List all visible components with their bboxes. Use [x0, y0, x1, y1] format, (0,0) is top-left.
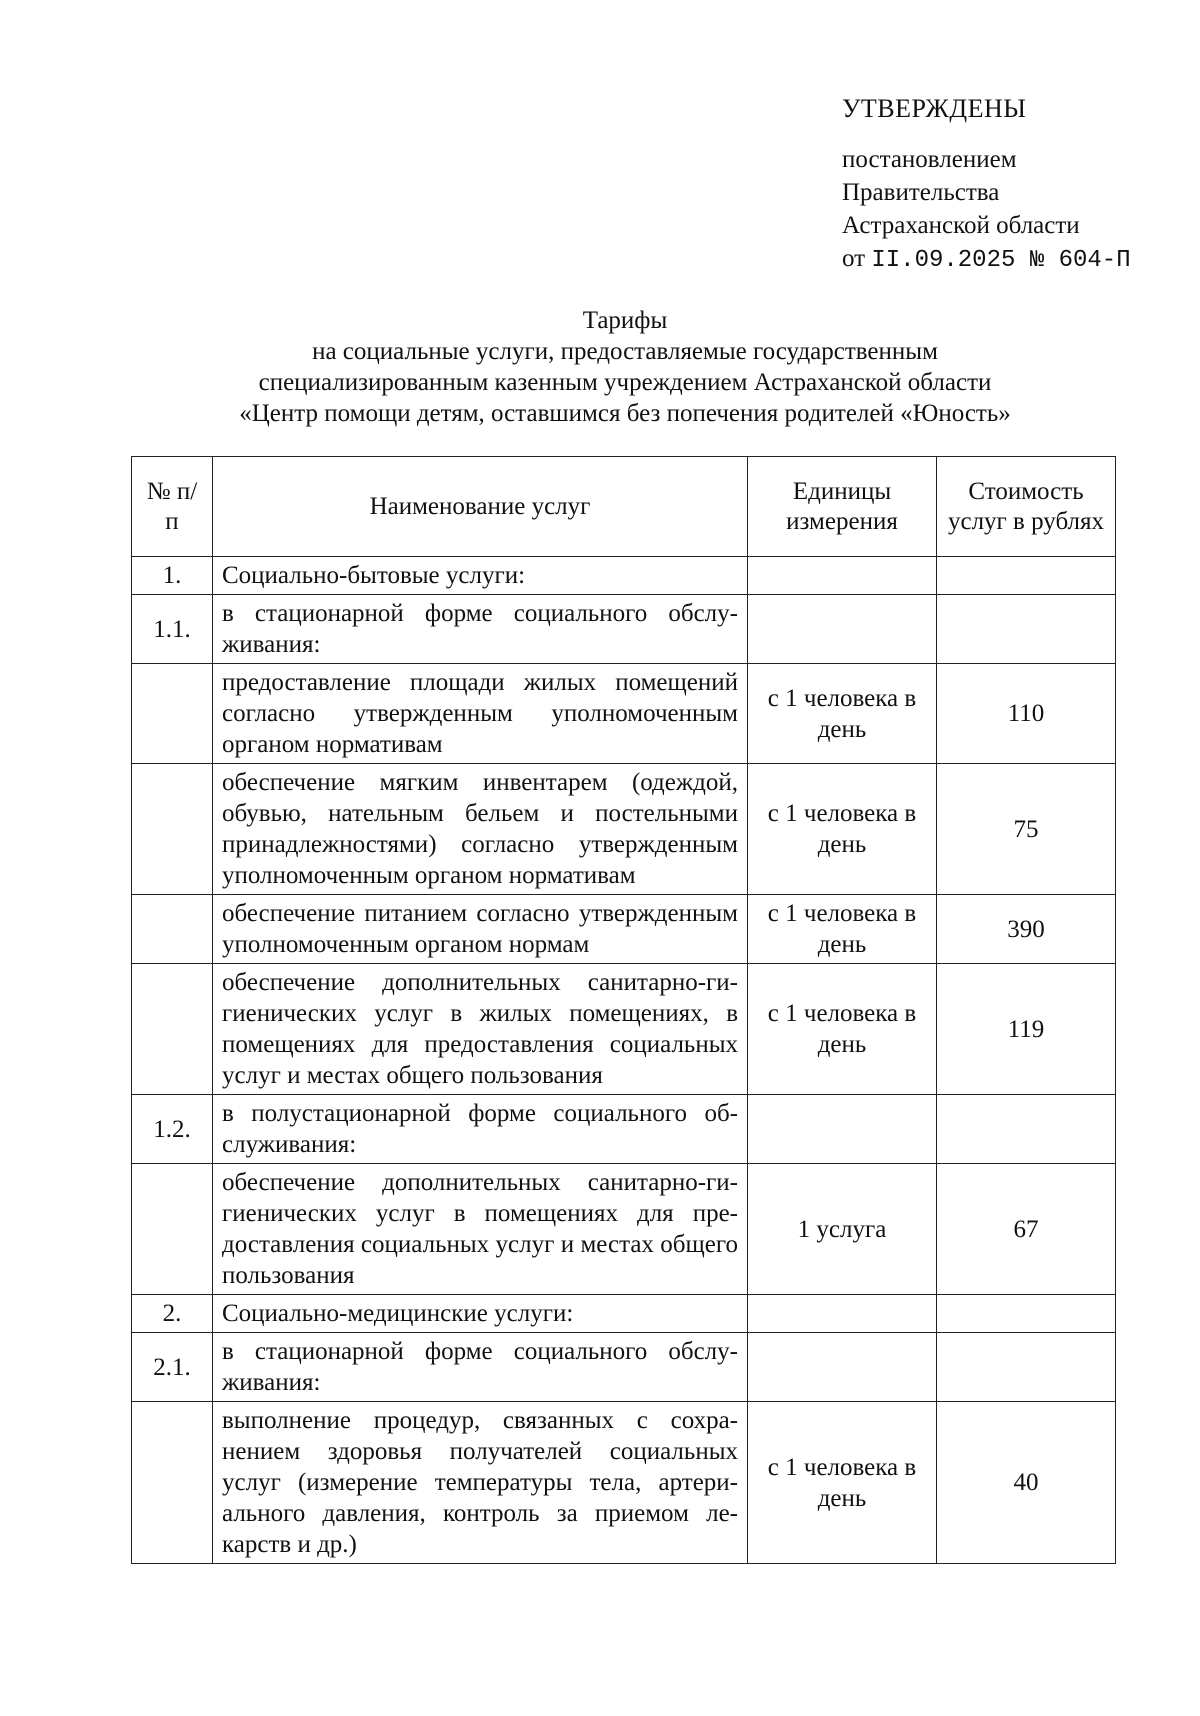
approval-heading: УТВЕРЖДЕНЫ: [842, 94, 1027, 123]
row-unit: с 1 человека в день: [748, 1402, 937, 1564]
row-name: предоставление площади жилых помещений согласно утвержденным уполномоченным органом нормативам: [213, 664, 748, 764]
row-num: 2.: [132, 1295, 213, 1333]
row-price: 75: [937, 764, 1116, 895]
row-price: [937, 1095, 1116, 1164]
row-price: 390: [937, 895, 1116, 964]
row-num: [132, 664, 213, 764]
table-row: [132, 1295, 1116, 1333]
row-num: [132, 764, 213, 895]
approval-line-1: постановлением: [842, 146, 1017, 173]
header-price: Стоимость услуг в рублях: [937, 457, 1116, 557]
row-num: 1.1.: [132, 595, 213, 664]
approval-line-2: Правительства: [842, 179, 1000, 206]
row-unit: [748, 557, 937, 595]
row-unit: [748, 1333, 937, 1402]
table-row: [132, 595, 1116, 664]
row-unit: [748, 1095, 937, 1164]
row-name: в полустационарной форме социального обслуживания:: [213, 1095, 748, 1164]
row-price: [937, 1333, 1116, 1402]
approval-date-number: II.09.2025 № 604-П: [871, 247, 1131, 274]
row-unit: с 1 человека в день: [748, 895, 937, 964]
approval-line-3: Астраханской области: [842, 212, 1080, 239]
row-price: 40: [937, 1402, 1116, 1564]
row-num: 1.: [132, 557, 213, 595]
row-num: 2.1.: [132, 1333, 213, 1402]
title-line-4: «Центр помощи детям, оставшимся без попечения родителей «Юность»: [239, 400, 1011, 427]
row-num: [132, 1164, 213, 1295]
row-name: обеспечение дополнительных санитарно-гигиенических услуг в жилых помещениях, в помещениях для предоставления социальных услуг и местах общего пользования: [213, 964, 748, 1095]
header-num: № п/п: [132, 457, 213, 557]
approval-block: [842, 92, 1172, 277]
table-row: [132, 895, 1116, 964]
table-row: [132, 1095, 1116, 1164]
title-line-2: на социальные услуги, предоставляемые государственным: [312, 338, 938, 365]
table-row: [132, 1402, 1116, 1564]
header-name: Наименование услуг: [213, 457, 748, 557]
row-unit: с 1 человека в день: [748, 664, 937, 764]
row-num: [132, 1402, 213, 1564]
row-unit: [748, 1295, 937, 1333]
header-unit: Единицы измерения: [748, 457, 937, 557]
title-line-1: Тарифы: [582, 307, 668, 334]
row-num: [132, 895, 213, 964]
table-row: [132, 664, 1116, 764]
row-price: 119: [937, 964, 1116, 1095]
row-name: Социально-бытовые услуги:: [213, 557, 748, 595]
row-num: 1.2.: [132, 1095, 213, 1164]
tariffs-table: [131, 456, 1116, 1564]
document-title: [130, 305, 1120, 429]
row-unit: с 1 человека в день: [748, 764, 937, 895]
row-price: 67: [937, 1164, 1116, 1295]
table-row: [132, 557, 1116, 595]
row-num: [132, 964, 213, 1095]
row-unit: 1 услуга: [748, 1164, 937, 1295]
table-row: [132, 764, 1116, 895]
table-row: [132, 1164, 1116, 1295]
row-name: выполнение процедур, связанных с сохранением здоровья получателей социальных услуг (измерение температуры тела, артериального давления, контроль за приемом лекарств и др.): [213, 1402, 748, 1564]
table-header-row: [132, 457, 1116, 557]
approval-date-line: [842, 242, 1172, 277]
row-name: обеспечение дополнительных санитарно-гигиенических услуг в помещениях для предоставления социальных услуг и местах общего пользования: [213, 1164, 748, 1295]
row-unit: [748, 595, 937, 664]
row-name: в стационарной форме социального обслуживания:: [213, 1333, 748, 1402]
row-price: 110: [937, 664, 1116, 764]
table-row: [132, 1333, 1116, 1402]
row-name: в стационарной форме социального обслуживания:: [213, 595, 748, 664]
title-line-3: специализированным казенным учреждением Астраханской области: [258, 369, 992, 396]
row-unit: с 1 человека в день: [748, 964, 937, 1095]
row-price: [937, 595, 1116, 664]
approval-date-prefix: от: [842, 245, 866, 272]
row-price: [937, 1295, 1116, 1333]
row-price: [937, 557, 1116, 595]
row-name: Социально-медицинские услуги:: [213, 1295, 748, 1333]
row-name: обеспечение мягким инвентарем (одеждой, обувью, нательным бельем и постельными принадлежностями) согласно утвержденным уполномоченным органом нормативам: [213, 764, 748, 895]
row-name: обеспечение питанием согласно утвержденным уполномоченным органом нормам: [213, 895, 748, 964]
table-row: [132, 964, 1116, 1095]
